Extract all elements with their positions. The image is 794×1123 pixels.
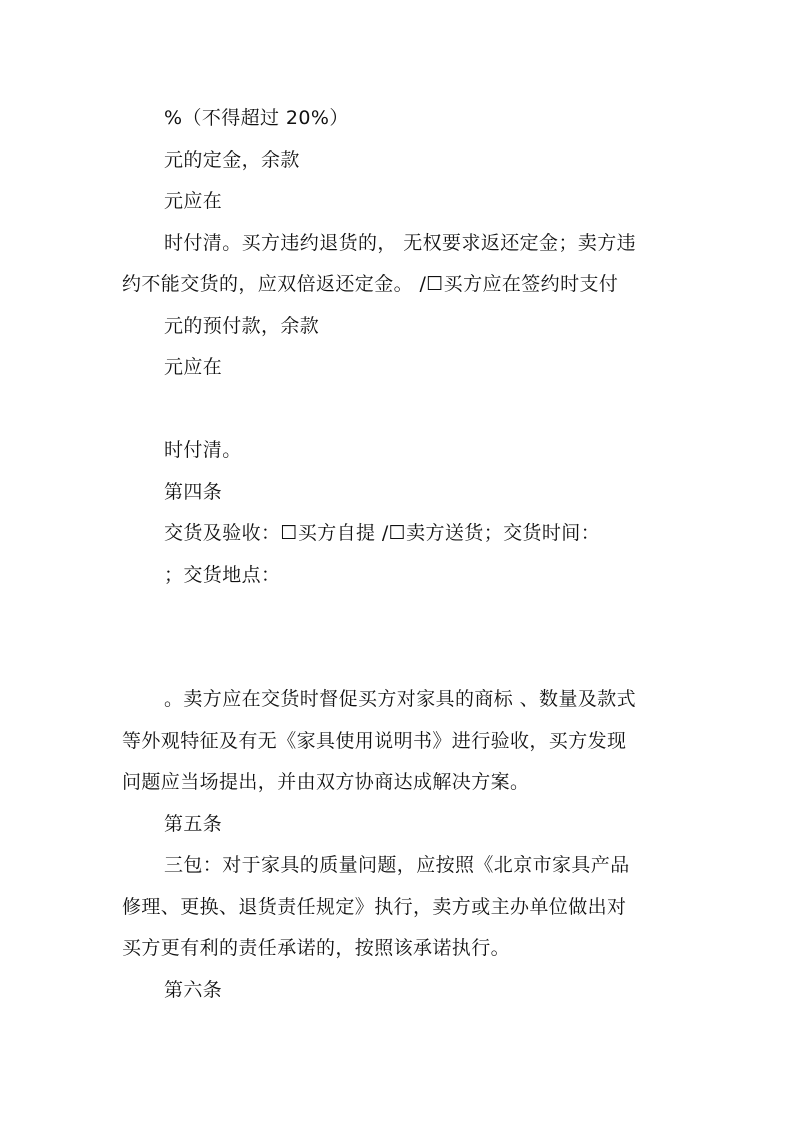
text-line: 交货及验收：☐买方自提 /☐卖方送货；交货时间： <box>164 522 601 544</box>
text-line: 等外观特征及有无《家具使用说明书》进行验收，买方发现 <box>122 730 627 752</box>
text-line: 时付清。 <box>164 439 242 461</box>
text-line: 问题应当场提出，并由双方协商达成解决方案。 <box>122 771 530 793</box>
section-heading: 第六条 <box>164 979 223 1001</box>
section-heading: 第五条 <box>164 813 223 835</box>
text-line: 元的预付款，余款 <box>164 315 320 337</box>
text-line: 元应在 <box>164 190 223 212</box>
section-heading: 第四条 <box>164 481 223 503</box>
text-line: 修理、更换、退货责任规定》执行，卖方或主办单位做出对 <box>122 896 627 918</box>
text-line: ；交货地点： <box>164 564 281 586</box>
text-line: 时付清。买方违约退货的， 无权要求返还定金；卖方违 <box>164 232 637 254</box>
text-line: 。卖方应在交货时督促买方对家具的商标 、数量及款式 <box>164 688 637 710</box>
text-line: 三包：对于家具的质量问题，应按照《北京市家具产品 <box>164 854 630 876</box>
text-line: 元应在 <box>164 356 223 378</box>
text-line: 买方更有利的责任承诺的，按照该承诺执行。 <box>122 937 511 959</box>
text-line: %（不得超过 20%） <box>164 107 349 129</box>
text-line: 约不能交货的，应双倍返还定金。 /☐买方应在签约时支付 <box>122 273 619 295</box>
text-line: 元的定金，余款 <box>164 149 300 171</box>
